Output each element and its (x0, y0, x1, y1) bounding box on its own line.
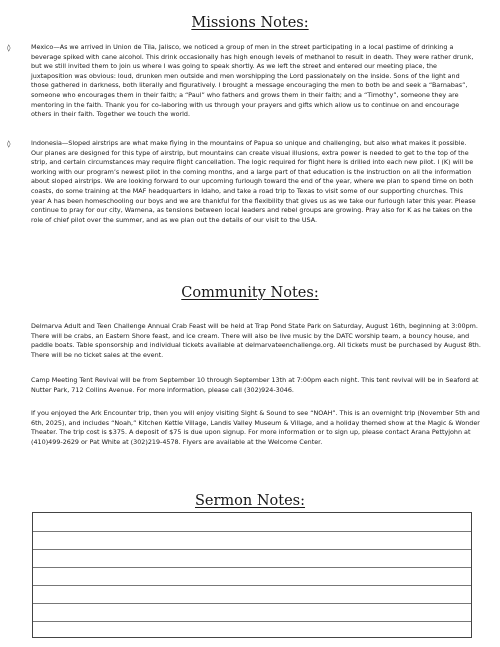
sermon-note-line (33, 567, 471, 568)
sermon-note-line (33, 585, 471, 586)
community-heading: Community Notes: (181, 285, 319, 301)
sermon-notes-box[interactable] (32, 512, 472, 638)
community-item-tent-revival: Camp Meeting Tent Revival will be from September 10 through September 13th at 7:00pm each night. This tent revival will be in Seaford at Nutter Park, 712 Collins Avenue. For more information, please call (302)924-3046. (31, 376, 479, 394)
bullet-icon: ◊ (7, 44, 11, 52)
missions-heading: Missions Notes: (191, 15, 309, 31)
sermon-note-line (33, 549, 471, 550)
missions-item-indonesia: Indonesia—Sloped airstrips are what make flying in the mountains of Papua so unique and challenging, but also what makes it possible. Our planes are designed for this type of airstrip, but mountains can create visual illusions, extra power is needed to get to the top of the strip, and certain circumstances may require flight cancellation. The logic required for flight here is drilled into each new pilot. I (K) will be working with our program’s newest pilot in the coming months, and a large part of that education is the instruction on all the information about sloped airstrips. We are looking forward to our upcoming furlough toward the end of the year, where we plan to spend time on both coasts, do some training at the MAF headquarters in Idaho, and take a road trip to Texas to visit some of our supporting churches. This year A has been homeschooling our boys and we are thankful for the flexibility that gives us as we take our furlough later this year. Please continue to pray for our city, Wamena, as tensions between local leaders and rebel groups are growing. Pray also for K as he takes on the role of chief pilot over the summer, and as we plan out the details of our visit to the USA. (31, 139, 476, 224)
community-item-crab-feast: Delmarva Adult and Teen Challenge Annual Crab Feast will be held at Trap Pond State Park on Saturday, August 16th, beginning at 3:00pm. There will be crabs, an Eastern Shore feast, and ice cream. There will also be live music by the DATC worship team, a bouncy house, and paddle boats. Table sponsorship and individual tickets available at delmarvateenchallenge.org. All tickets must be purchased by August 8th. There will be no ticket sales at the event. (31, 322, 481, 359)
sermon-note-line (33, 621, 471, 622)
missions-item-mexico: Mexico—As we arrived in Union de Tila, Jalisco, we noticed a group of men in the street participating in a local pastime of drinking a beverage spiked with cane alcohol. This drink occasionally has high enough levels of methanol to result in death. They were rather drunk, but we still invited them to join us where I was going to speak shortly. As we left the street and entered our meeting place, the juxtaposition was obvious: loud, drunken men outside and men worshipping the Lord passionately on the inside. Sons of the light and those gathered in darkness, both literally and figuratively. I brought a message encouraging the men to both be and seek a “Barnabas”, someone who encourages them in their faith; a “Paul” who fathers and grows them in their faith; and a “Timothy”, someone they are mentoring in the faith. Thank you for co-laboring with us through your prayers and gifts which allow us to continue on and encourage others in their faith. Together we touch the world. (31, 43, 474, 119)
bullet-icon: ◊ (7, 140, 11, 148)
community-item-noah-trip: If you enjoyed the Ark Encounter trip, then you will enjoy visiting Sight & Sound to see “NOAH”. This is an overnight trip (November 5th and 6th, 2025), and includes “Noah,” Kitchen Kettle Village, Landis Valley Museum & Village, and a holiday themed show at the Magic & Wonder Theater. The trip cost is $375. A deposit of $75 is due upon signup. For more information or to sign up, please contact Arana Pettyjohn at (410)499-2629 or Pat White at (302)219-4578. Flyers are available at the Welcome Center. (31, 409, 480, 446)
sermon-note-line (33, 531, 471, 532)
sermon-heading: Sermon Notes: (194, 493, 306, 509)
sermon-note-line (33, 603, 471, 604)
